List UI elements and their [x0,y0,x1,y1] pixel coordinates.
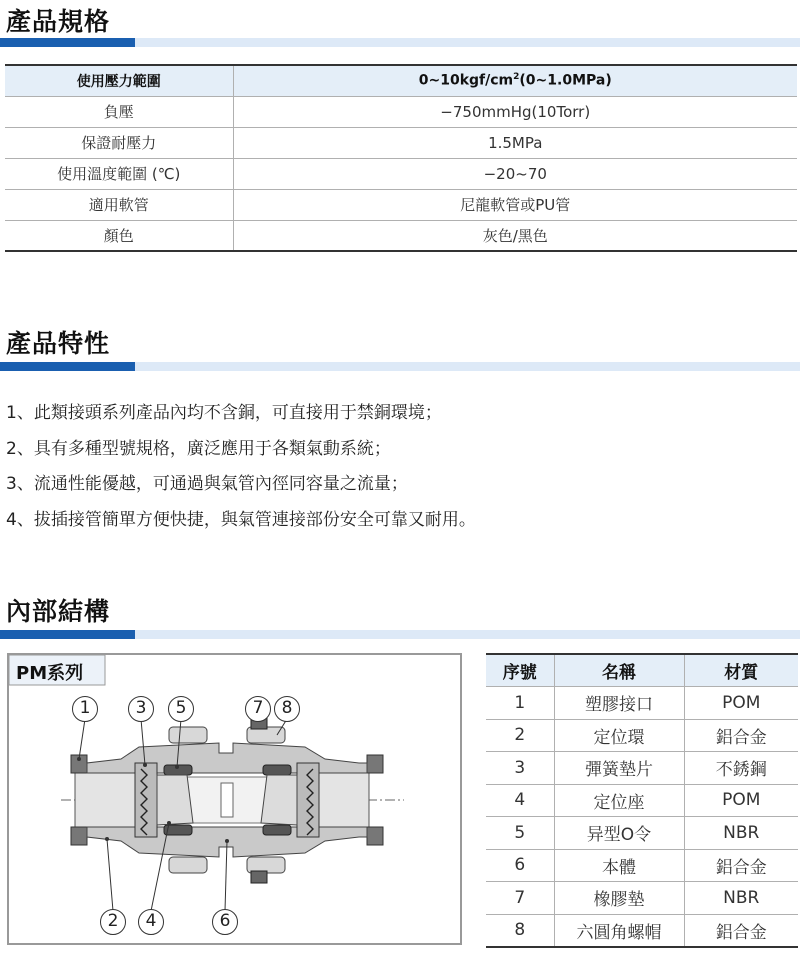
part-name: 六圓角螺帽 [554,914,684,947]
callout-2: 2 [100,909,126,935]
parts-table-header [486,654,798,687]
callout-8: 8 [274,696,300,722]
part-name: 异型O令 [554,817,684,850]
spec-header-value [233,65,797,96]
part-no: 5 [486,817,554,850]
part-no: 7 [486,882,554,915]
list-item: 2、具有多種型號規格，廣泛應用于各類氣動系統； [6,438,391,459]
parts-table [486,653,798,948]
part-material: NBR [684,882,798,915]
features-list [6,396,476,538]
spec-value: 灰色/黑色 [233,220,797,251]
table-row [5,189,797,220]
part-material: POM [684,784,798,817]
spec-header-value-mpa: (0~1.0MPa) [519,73,612,90]
part-name: 本體 [554,849,684,882]
part-material: 鋁合金 [684,914,798,947]
title-underline-accent [0,362,135,371]
part-name: 橡膠墊 [554,882,684,915]
table-row [486,849,798,882]
part-name: 塑膠接口 [554,687,684,720]
spec-table-header [5,65,797,96]
title-underline-accent [0,630,135,639]
spec-label: 使用溫度範圍 (℃) [5,158,233,189]
part-no: 1 [486,687,554,720]
callout-6: 6 [212,909,238,935]
diagram-title: PM系列 [16,663,84,684]
part-material: 不銹鋼 [684,752,798,785]
spec-label: 顏色 [5,220,233,251]
spec-value: −20~70 [233,158,797,189]
spec-header-value-sup: 2 [513,72,520,83]
title-underline-bar [135,362,800,371]
spec-value: 尼龍軟管或PU管 [233,189,797,220]
table-row [5,127,797,158]
part-material: 鋁合金 [684,719,798,752]
table-row [5,96,797,127]
features-section-title: 產品特性 [6,329,111,358]
spec-value: 1.5MPa [233,127,797,158]
parts-header-name: 名稱 [554,654,684,687]
spec-table [5,64,797,252]
title-underline-accent [0,38,135,47]
part-material: POM [684,687,798,720]
structure-section-title: 內部結構 [6,597,111,626]
spec-section-title: 產品規格 [6,7,111,36]
table-row [486,882,798,915]
part-no: 4 [486,784,554,817]
table-row [486,719,798,752]
table-row [486,914,798,947]
part-name: 定位座 [554,784,684,817]
spec-label: 適用軟管 [5,189,233,220]
callout-1: 1 [72,696,98,722]
structure-diagram [7,653,462,945]
table-row [486,817,798,850]
list-item: 1、此類接頭系列產品內均不含銅，可直接用于禁銅環境； [6,403,442,423]
part-no: 8 [486,914,554,947]
spec-header-value-main: 0~10kgf/cm [418,73,514,90]
part-name: 彈簧墊片 [554,752,684,785]
part-material: 鋁合金 [684,849,798,882]
part-no: 6 [486,849,554,882]
spec-value: −750mmHg(10Torr) [233,96,797,127]
table-row [486,752,798,785]
table-row [5,220,797,251]
part-no: 3 [486,752,554,785]
list-item: 4、拔插接管簡單方便快捷，與氣管連接部份安全可靠又耐用。 [6,509,476,530]
title-underline-bar [135,630,800,639]
spec-label: 負壓 [5,96,233,127]
callout-5: 5 [168,696,194,722]
table-row [486,784,798,817]
parts-header-material: 材質 [684,654,798,687]
title-underline-bar [135,38,800,47]
list-item: 3、流通性能優越，可通過與氣管內徑同容量之流量； [6,474,408,494]
table-row [5,158,797,189]
callout-3: 3 [128,696,154,722]
part-no: 2 [486,719,554,752]
table-row [486,687,798,720]
spec-header-label: 使用壓力範圍 [5,65,233,96]
parts-header-no: 序號 [486,654,554,687]
callout-4: 4 [138,909,164,935]
callout-7: 7 [245,696,271,722]
part-name: 定位環 [554,719,684,752]
part-material: NBR [684,817,798,850]
spec-label: 保證耐壓力 [5,127,233,158]
